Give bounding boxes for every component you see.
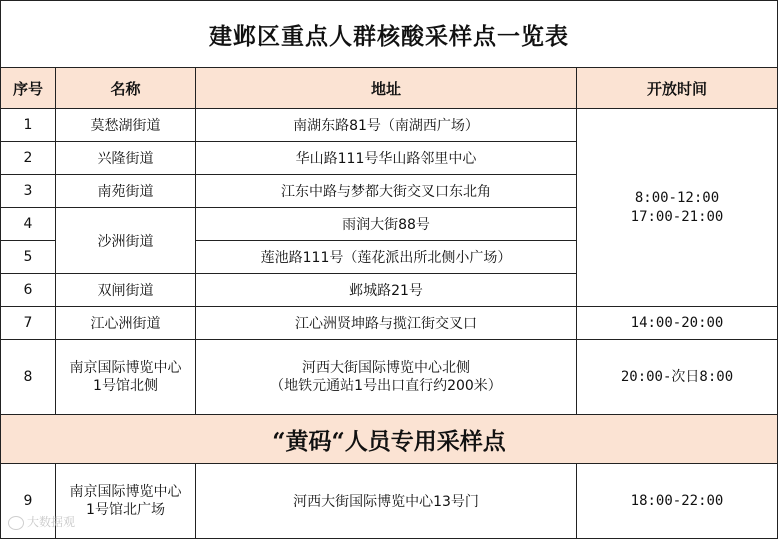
table-title: 建邺区重点人群核酸采样点一览表 (1, 1, 778, 68)
title-row (1, 1, 778, 68)
row-address-line: 河西大街国际博览中心北侧 (302, 360, 470, 376)
row-address: 莲池路111号（莲花派出所北侧小广场） (196, 241, 577, 274)
watermark-logo-icon (8, 516, 24, 530)
row-address: 江东中路与梦都大街交叉口东北角 (196, 175, 577, 208)
header-row (1, 68, 778, 109)
row-no: 5 (1, 241, 56, 274)
table-row (1, 340, 778, 415)
row-name (56, 340, 196, 415)
row-no: 3 (1, 175, 56, 208)
row-name-line: 1号馆北广场 (86, 502, 165, 518)
row-address: 邺城路21号 (196, 274, 577, 307)
yellow-code-section-row (1, 415, 778, 464)
row-address: 南湖东路81号（南湖西广场） (196, 109, 577, 142)
yellow-code-section-title: “黄码“人员专用采样点 (1, 415, 778, 464)
row-name: 双闸街道 (56, 274, 196, 307)
row-no: 7 (1, 307, 56, 340)
row-time: 14:00-20:00 (577, 307, 778, 340)
row-name-line: 南京国际博览中心 (69, 360, 182, 376)
header-time: 开放时间 (577, 68, 778, 109)
shared-time-cell (577, 109, 778, 307)
row-name: 莫愁湖街道 (56, 109, 196, 142)
header-name: 名称 (56, 68, 196, 109)
row-no: 1 (1, 109, 56, 142)
row-no: 2 (1, 142, 56, 175)
row-name: 沙洲街道 (56, 208, 196, 274)
row-time: 20:00-次日8:00 (577, 340, 778, 415)
row-name: 兴隆街道 (56, 142, 196, 175)
shared-time-evening: 17:00-21:00 (630, 208, 724, 225)
row-no: 9 (1, 464, 56, 539)
watermark (8, 513, 75, 530)
row-address: 河西大街国际博览中心13号门 (196, 464, 577, 539)
table-row (1, 464, 778, 539)
row-address: 雨润大街88号 (196, 208, 577, 241)
row-address-line: （地铁元通站1号出口直行约200米） (270, 378, 502, 394)
watermark-text: 大数据观 (27, 515, 76, 529)
row-name-line: 1号馆北侧 (93, 378, 158, 394)
shared-time-morning: 8:00-12:00 (634, 189, 720, 206)
row-no: 6 (1, 274, 56, 307)
row-address (196, 340, 577, 415)
row-name: 江心洲街道 (56, 307, 196, 340)
row-no: 4 (1, 208, 56, 241)
table-row (1, 109, 778, 142)
row-name-line: 南京国际博览中心 (69, 484, 182, 500)
row-name: 南苑街道 (56, 175, 196, 208)
row-time: 18:00-22:00 (577, 464, 778, 539)
row-name (56, 464, 196, 539)
header-address: 地址 (196, 68, 577, 109)
row-address: 江心洲贤坤路与揽江街交叉口 (196, 307, 577, 340)
table-row (1, 307, 778, 340)
row-address: 华山路111号华山路邻里中心 (196, 142, 577, 175)
header-no: 序号 (1, 68, 56, 109)
row-no: 8 (1, 340, 56, 415)
